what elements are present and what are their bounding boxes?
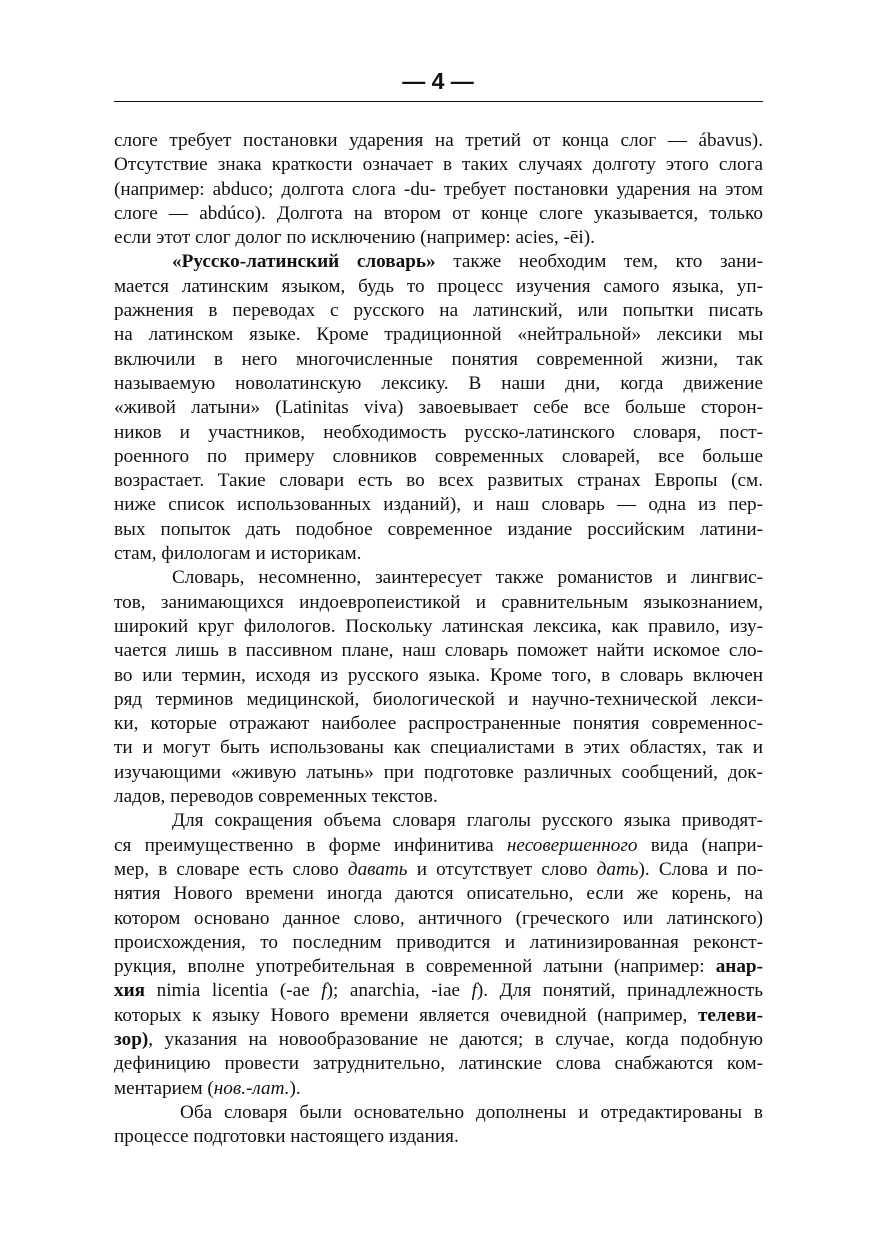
italic-text: давать xyxy=(347,858,408,880)
text-line xyxy=(114,372,763,396)
text-run: Оба словаря были основательно дополнены и отредактированы в xyxy=(180,1101,763,1123)
bold-text: зор) xyxy=(114,1028,149,1050)
text-line xyxy=(114,250,763,274)
text-run: чается лишь в пассивном плане, наш словарь поможет найти искомое сло- xyxy=(114,640,763,662)
text-run: возрастает. Такие словари есть во всех развитых странах Европы (см. xyxy=(114,470,763,492)
text-run: стам, филологам и историкам. xyxy=(114,543,362,565)
text-run: ментарием ( xyxy=(114,1077,214,1099)
text-line xyxy=(114,202,763,226)
text-line xyxy=(114,712,763,736)
text-run: ражнения в переводах с русского на латинский, или попытки писать xyxy=(114,300,763,322)
text-line xyxy=(114,615,763,639)
text-line xyxy=(114,469,763,493)
text-run: Словарь, несомненно, заинтересует также романистов и лингвис- xyxy=(172,567,763,589)
text-line xyxy=(114,566,763,590)
text-run: которых к языку Нового времени является очевидной (например, xyxy=(114,1004,698,1026)
text-line xyxy=(114,153,763,177)
text-line xyxy=(114,688,763,712)
text-run: также необходим тем, кто зани- xyxy=(435,251,764,273)
text-run: мер, в словаре есть слово xyxy=(114,858,348,880)
text-run: процессе подготовки настоящего издания. xyxy=(114,1126,459,1148)
italic-text: дать xyxy=(596,858,639,880)
text-line xyxy=(114,226,763,250)
text-run: ряд терминов медицинской, биологической и научно-технической лекси- xyxy=(114,688,763,710)
text-run: (например: abduco; долгота слога -du- требует постановки ударения на этом xyxy=(114,178,763,200)
text-line xyxy=(114,785,763,809)
text-run: мается латинским языком, будь то процесс изучения самого языка, уп- xyxy=(114,275,763,297)
text-run: включили в него многочисленные понятия современной жизни, так xyxy=(114,348,763,370)
text-run: «живой латыни» (Latinitas viva) завоевывает себе все больше сторон- xyxy=(114,397,763,419)
page-number: — 4 — xyxy=(402,68,474,94)
text-run: широкий круг филологов. Поскольку латинская лексика, как правило, изу- xyxy=(114,615,763,637)
text-line xyxy=(114,907,763,931)
italic-text: f xyxy=(471,980,477,1002)
text-run: ладов, переводов современных текстов. xyxy=(114,786,438,808)
text-run: тов, занимающихся индоевропеистикой и сравнительным языкознанием, xyxy=(114,591,763,613)
text-line xyxy=(114,809,763,833)
text-run: ников и участников, необходимость русско-латинского словаря, пост- xyxy=(114,421,763,443)
paragraph xyxy=(114,250,763,566)
text-line xyxy=(114,396,763,420)
text-run: ). Слова и по- xyxy=(638,858,763,880)
text-line xyxy=(114,275,763,299)
text-line xyxy=(114,1028,763,1052)
text-line xyxy=(114,299,763,323)
text-line xyxy=(114,1004,763,1028)
text-run: называемую новолатинскую лексику. В наши дни, когда движение xyxy=(114,372,763,394)
paragraph xyxy=(114,809,763,1101)
text-line xyxy=(114,1101,763,1125)
text-run: рукция, вполне употребительная в современной латыни (например: xyxy=(114,956,716,978)
text-run: ти и могут быть использованы как специалистами в этих областях, так и xyxy=(114,737,763,759)
text-line xyxy=(114,178,763,202)
text-run: ). Для понятий, принадлежность xyxy=(476,980,763,1002)
text-line xyxy=(114,882,763,906)
bold-text: анар- xyxy=(715,956,763,978)
bold-text: «Русско-латинский словарь» xyxy=(172,251,436,273)
text-run: Для сокращения объема словаря глаголы русского языка приводят- xyxy=(172,810,763,832)
text-run: ки, которые отражают наиболее распространенные понятия современнос- xyxy=(114,713,763,735)
text-line xyxy=(114,518,763,542)
text-run: ). xyxy=(289,1077,301,1099)
text-run: , указания на новообразование не даются; в случае, когда подобную xyxy=(148,1028,763,1050)
text-line xyxy=(114,639,763,663)
text-line xyxy=(114,834,763,858)
text-run: если этот слог долог по исключению (например: acies, -ēi). xyxy=(114,227,595,249)
text-run: котором основано данное слово, античного (греческого или латинского) xyxy=(114,907,763,929)
paragraph xyxy=(114,1101,763,1150)
header-rule xyxy=(114,101,763,102)
paragraph xyxy=(114,129,763,250)
text-run: слоге — abdúco). Долгота на втором от конце слоге указывается, только xyxy=(114,202,763,224)
text-run: ся преимущественно в форме инфинитива xyxy=(114,834,507,856)
text-run: и отсутствует слово xyxy=(407,858,597,880)
paragraph xyxy=(114,566,763,809)
text-run: изучающими «живую латынь» при подготовке различных сообщений, док- xyxy=(114,761,763,783)
body-text xyxy=(114,129,763,1149)
bold-text: хия xyxy=(114,980,146,1002)
italic-text: f xyxy=(321,980,327,1002)
text-line xyxy=(114,736,763,760)
text-line xyxy=(114,129,763,153)
text-run: ); anarchia, -iae xyxy=(326,980,472,1002)
text-line xyxy=(114,858,763,882)
italic-text: несовершенного xyxy=(506,834,638,856)
italic-text: нов.-лат. xyxy=(213,1077,290,1099)
text-run: нятия Нового времени иногда даются описательно, если же корень, на xyxy=(114,883,763,905)
text-line xyxy=(114,542,763,566)
text-run: вых попыток дать подобное современное издание российским латини- xyxy=(114,518,763,540)
text-line xyxy=(114,664,763,688)
text-run: Отсутствие знака краткости означает в таких случаях долготу этого слога xyxy=(114,154,763,176)
text-line xyxy=(114,1052,763,1076)
text-line xyxy=(114,931,763,955)
text-line xyxy=(114,445,763,469)
text-run: на латинском языке. Кроме традиционной «нейтральной» лексики мы xyxy=(114,324,763,346)
text-line xyxy=(114,591,763,615)
text-run: nimia licentia (-ae xyxy=(145,980,322,1002)
text-run: во или термин, исходя из русского языка. Кроме того, в словарь включен xyxy=(114,664,763,686)
text-line xyxy=(114,348,763,372)
text-line xyxy=(114,761,763,785)
text-line xyxy=(114,493,763,517)
text-line xyxy=(114,955,763,979)
text-run: дефиницию провести затруднительно, латинские слова снабжаются ком- xyxy=(114,1053,763,1075)
text-run: слоге требует постановки ударения на третий от конца слог — ábavus). xyxy=(114,130,763,151)
bold-text: телеви- xyxy=(697,1004,763,1026)
text-line xyxy=(114,421,763,445)
text-run: происхождения, то последним приводится и латинизированная реконст- xyxy=(114,931,763,953)
text-line xyxy=(114,1125,763,1149)
text-run: ниже список использованных изданий), и наш словарь — одна из пер- xyxy=(114,494,763,516)
text-line xyxy=(114,979,763,1003)
text-line xyxy=(114,323,763,347)
text-line xyxy=(114,1077,763,1101)
text-run: вида (напри- xyxy=(637,834,763,856)
text-run: роенного по примеру словников современных словарей, все больше xyxy=(114,445,763,467)
